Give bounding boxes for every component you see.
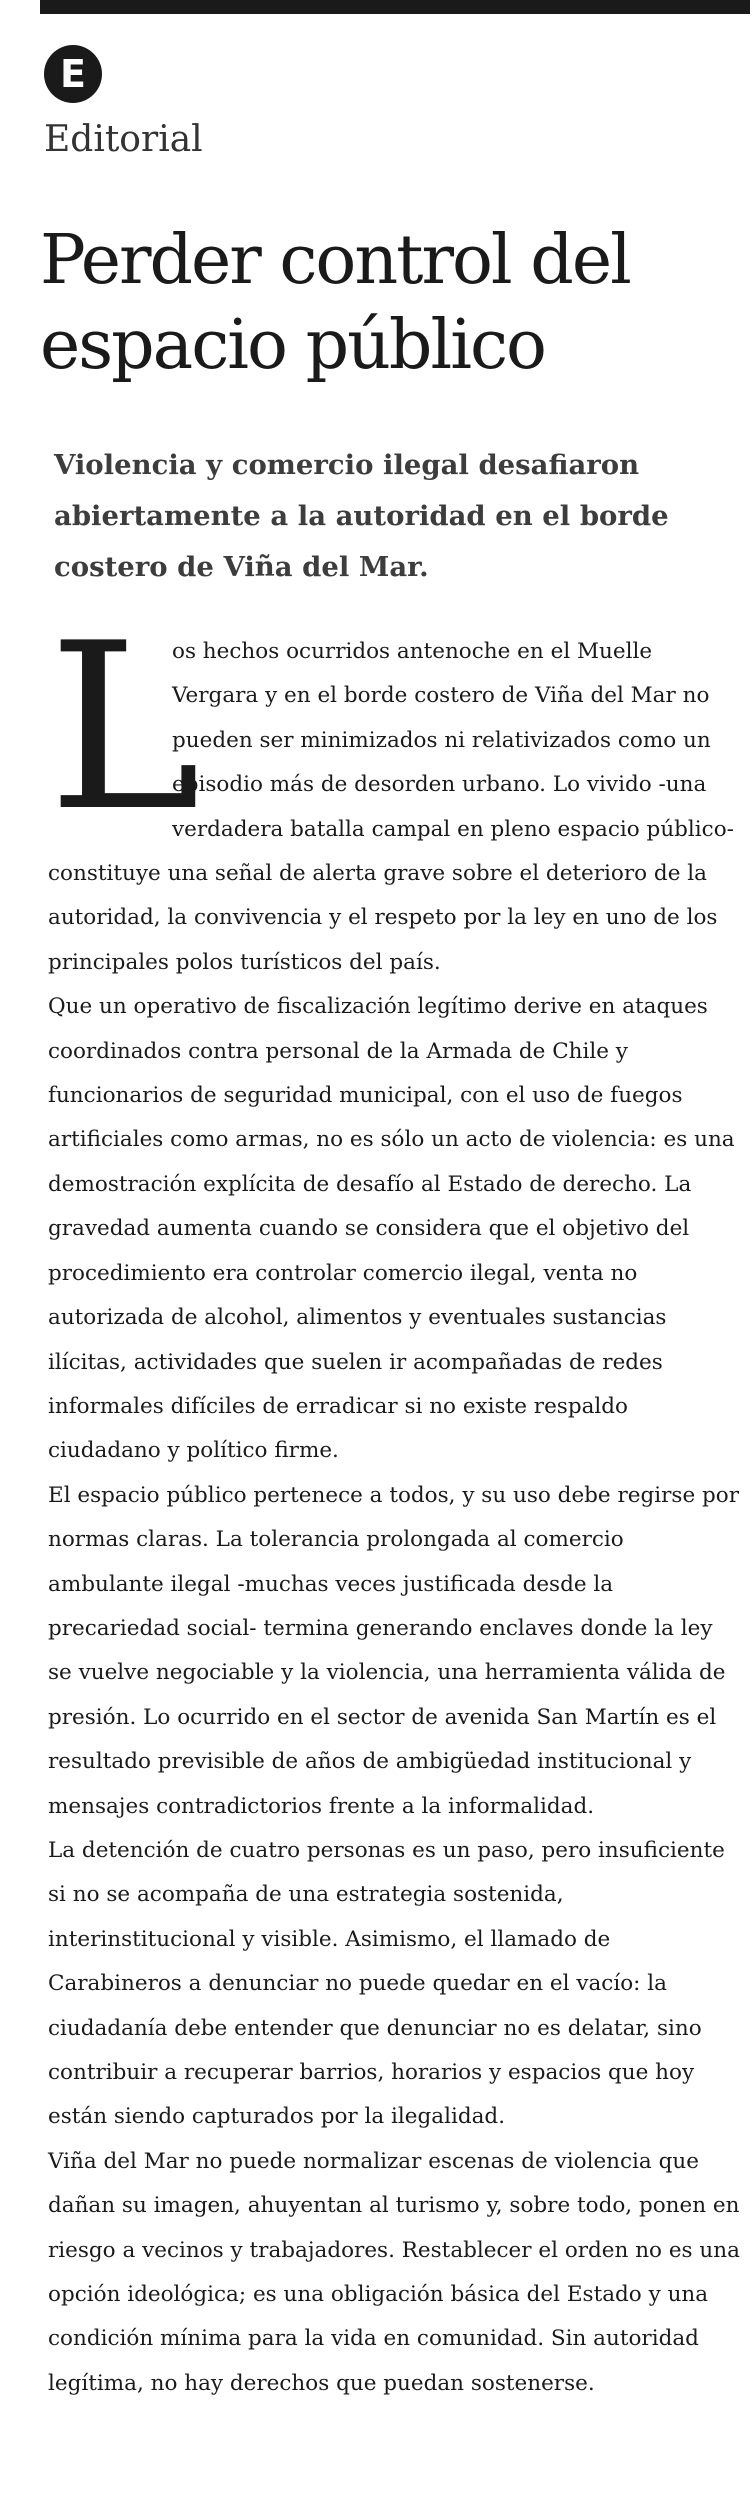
section-label: Editorial xyxy=(44,119,203,160)
paragraph: os hechos ocurridos antenoche en el Muelle Vergara y en el borde costero de Viña del Mar no pueden ser minimizados ni relativizados como un episodio más de desorden urbano. Lo vivido -una verdadera batalla campal en pleno espacio público- constituye una señal de alerta grave sobre el deterioro de la autoridad, la convivencia y el respeto por la ley en uno de los principales polos turísticos del país. xyxy=(48,639,734,975)
paragraph: Que un operativo de fiscalización legítimo derive en ataques coordinados contra personal de la Armada de Chile y funcionarios de seguridad municipal, con el uso de fuegos artificiales como armas, no es sólo un acto de violencia: es una demostración explícita de desafío al Estado de derecho. La gravedad aumenta cuando se considera que el objetivo del procedimiento era controlar comercio ilegal, venta no autorizada de alcohol, alimentos y eventuales sustancias ilícitas, actividades que suelen ir acompañadas de redes informales difíciles de erradicar si no existe respaldo ciudadano y político firme. xyxy=(48,994,735,1464)
paragraph: Viña del Mar no puede normalizar escenas de violencia que dañan su imagen, ahuyentan al turismo y, sobre todo, ponen en riesgo a vecinos y trabajadores. Restablecer el orden no es una opción ideológica; es una obligación básica del Estado y una condición mínima para la vida en comunidad. Sin autoridad legítima, no hay derechos que puedan sostenerse. xyxy=(48,2148,740,2396)
dropcap: L xyxy=(48,595,201,862)
editorial-badge-icon: E xyxy=(44,45,102,103)
headline: Perder control del espacio público xyxy=(40,221,630,385)
editorial-page xyxy=(40,0,740,2508)
paragraph: El espacio público pertenece a todos, y su uso debe regirse por normas claras. La tolerancia prolongada al comercio ambulante ilegal -muchas veces justificada desde la precariedad social- termina generando enclaves donde la ley se vuelve negociable y la violencia, una herramienta válida de presión. Lo ocurrido en el sector de avenida San Martín es el resultado previsible de años de ambigüedad institucional y mensajes contradictorios frente a la informalidad. xyxy=(48,1482,739,1819)
paragraph: La detención de cuatro personas es un paso, pero insuficiente si no se acompaña de una estrategia sostenida, interinstitucional y visible. Asimismo, el llamado de Carabineros a denunciar no puede quedar en el vacío: la ciudadanía debe entender que denunciar no es delatar, sino contribuir a recuperar barrios, horarios y espacios que hoy están siendo capturados por la ilegalidad. xyxy=(48,1837,725,2130)
deck: Violencia y comercio ilegal desafiaron abiertamente a la autoridad en el borde costero de Viña del Mar. xyxy=(54,449,669,583)
article-body xyxy=(48,595,740,2406)
top-rule xyxy=(40,0,750,14)
